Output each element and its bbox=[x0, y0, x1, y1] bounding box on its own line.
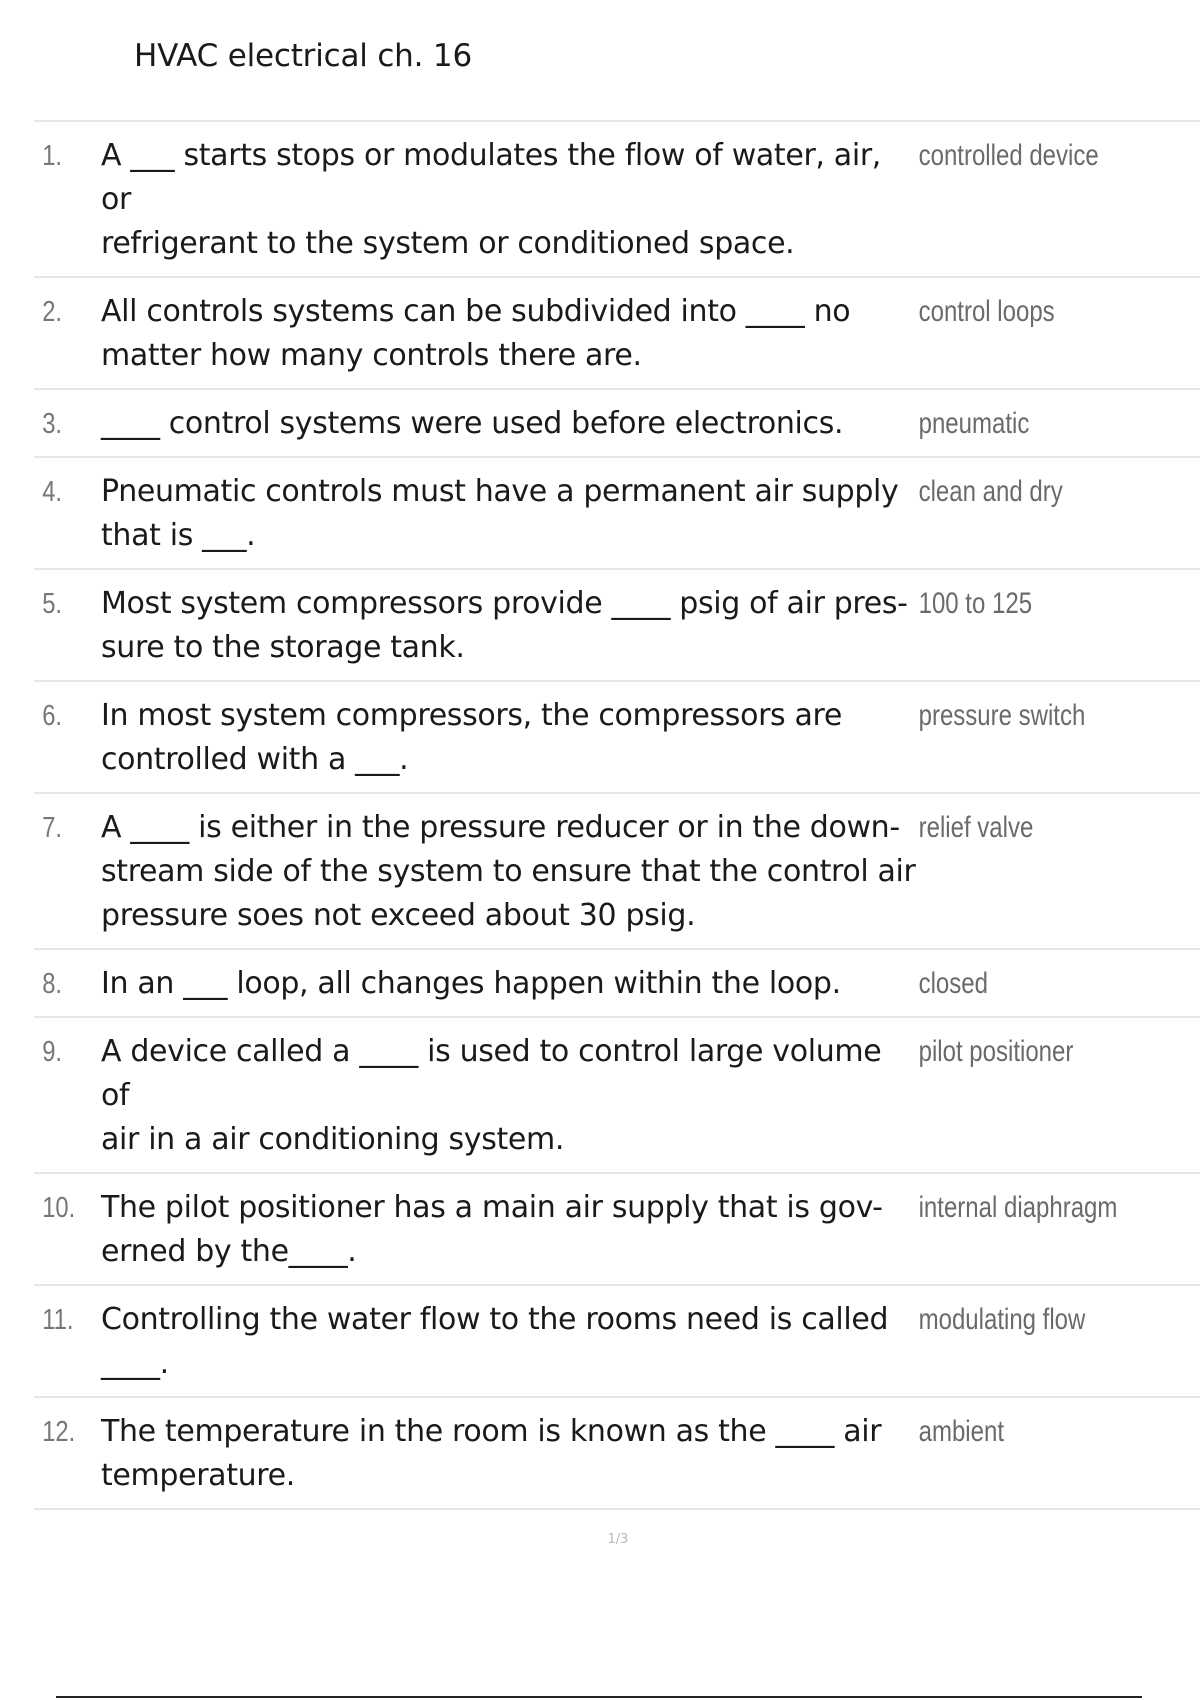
card-question: Most system compressors provide ____ psig of air pres- sure to the storage tank. bbox=[101, 586, 908, 665]
card-answer: modulating flow bbox=[918, 1303, 1086, 1336]
flashcard-row bbox=[34, 1286, 1200, 1398]
card-number: 1. bbox=[42, 140, 63, 172]
card-number: 4. bbox=[42, 476, 63, 508]
card-answer: 100 to 125 bbox=[918, 587, 1033, 620]
card-question: A device called a ____ is used to control large volume of air in a air conditioning system. bbox=[101, 1034, 891, 1157]
card-question: A ___ starts stops or modulates the flow of water, air, or refrigerant to the system or conditioned space. bbox=[101, 138, 891, 261]
card-number: 5. bbox=[42, 588, 63, 620]
card-answer: closed bbox=[918, 967, 988, 1000]
card-question: ____ control systems were used before electronics. bbox=[101, 406, 844, 441]
card-answer: ambient bbox=[918, 1415, 1004, 1448]
card-question: The temperature in the room is known as the ____ air temperature. bbox=[101, 1414, 882, 1493]
card-number: 8. bbox=[42, 968, 63, 1000]
card-answer: clean and dry bbox=[918, 475, 1063, 508]
card-answer: control loops bbox=[918, 295, 1055, 328]
bottom-divider bbox=[56, 1696, 1142, 1698]
card-answer: internal diaphragm bbox=[918, 1191, 1118, 1224]
card-question: Pneumatic controls must have a permanent air supply that is ___. bbox=[101, 474, 899, 553]
card-number: 11. bbox=[42, 1304, 74, 1336]
card-number: 9. bbox=[42, 1036, 63, 1068]
document-title: HVAC electrical ch. 16 bbox=[134, 38, 472, 74]
card-question: Controlling the water flow to the rooms need is called ____. bbox=[101, 1302, 889, 1381]
card-number: 2. bbox=[42, 296, 63, 328]
flashcard-row bbox=[34, 122, 1200, 278]
card-number: 7. bbox=[42, 812, 63, 844]
page-number: 1/3 bbox=[607, 1532, 629, 1547]
card-answer: pneumatic bbox=[918, 407, 1030, 440]
flashcard-row bbox=[34, 390, 1200, 458]
card-question: In an ___ loop, all changes happen within the loop. bbox=[101, 966, 841, 1001]
flashcard-row bbox=[34, 458, 1200, 570]
card-number: 10. bbox=[42, 1192, 76, 1224]
card-question: The pilot positioner has a main air supply that is gov- erned by the____. bbox=[101, 1190, 883, 1269]
card-number: 12. bbox=[42, 1416, 76, 1448]
card-number: 6. bbox=[42, 700, 63, 732]
card-answer: controlled device bbox=[918, 139, 1099, 172]
flashcard-row bbox=[34, 1174, 1200, 1286]
flashcard-row bbox=[34, 682, 1200, 794]
card-answer: pressure switch bbox=[918, 699, 1086, 732]
card-question: A ____ is either in the pressure reducer or in the down- stream side of the system to ensure that the control air pressure soes not exceed about 30 psig. bbox=[101, 810, 916, 933]
flashcard-row bbox=[34, 1018, 1200, 1174]
flashcard-row bbox=[34, 570, 1200, 682]
flashcard-row bbox=[34, 1398, 1200, 1510]
flashcard-row bbox=[34, 950, 1200, 1018]
card-question: In most system compressors, the compressors are controlled with a ___. bbox=[101, 698, 842, 777]
card-number: 3. bbox=[42, 408, 63, 440]
flashcard-row bbox=[34, 794, 1200, 950]
flashcard-row bbox=[34, 278, 1200, 390]
card-question: All controls systems can be subdivided into ____ no matter how many controls there are. bbox=[101, 294, 851, 373]
card-answer: pilot positioner bbox=[918, 1035, 1074, 1068]
flashcard-list bbox=[34, 120, 1200, 1510]
card-answer: relief valve bbox=[918, 811, 1034, 844]
